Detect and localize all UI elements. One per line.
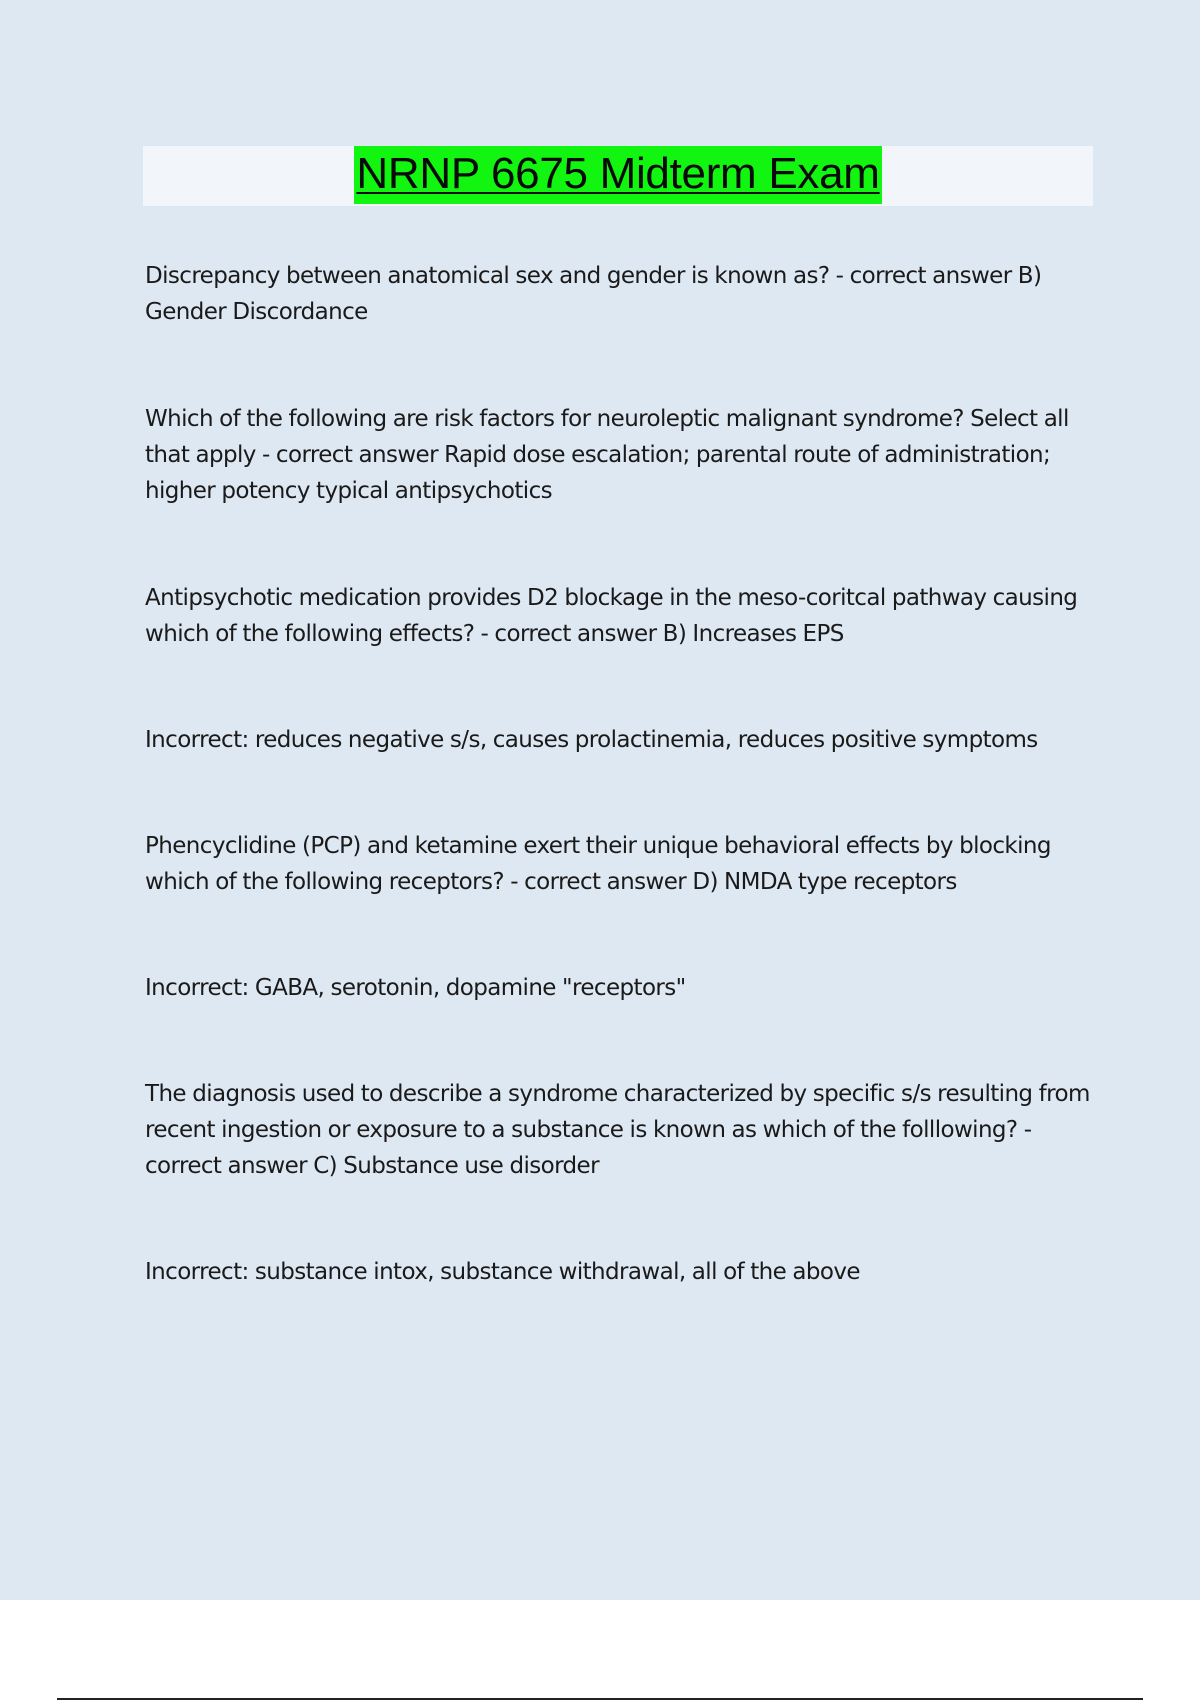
- question-paragraph: The diagnosis used to describe a syndrome characterized by specific s/s resulting from recent ingestion or exposure to a substance is known as which of the folllowing? - correct answer C) Substance use disorder: [145, 1081, 1090, 1179]
- question-paragraph: Which of the following are risk factors for neuroleptic malignant syndrome? Select all that apply - correct answer Rapid dose escalation; parental route of administration; higher potency typical antipsychotics: [145, 406, 1069, 504]
- question-paragraph: Discrepancy between anatomical sex and gender is known as? - correct answer B) Gender Discordance: [145, 263, 1042, 325]
- incorrect-answers-paragraph: Incorrect: reduces negative s/s, causes prolactinemia, reduces positive symptoms: [145, 727, 1038, 753]
- title-banner: [143, 146, 1093, 206]
- question-paragraph: Phencyclidine (PCP) and ketamine exert their unique behavioral effects by blocking which of the following receptors? - correct answer D) NMDA type receptors: [145, 833, 1051, 895]
- incorrect-answers-paragraph: Incorrect: substance intox, substance withdrawal, all of the above: [145, 1259, 860, 1285]
- document-body: [145, 258, 1095, 1290]
- question-paragraph: Antipsychotic medication provides D2 blockage in the meso-coritcal pathway causing which of the following effects? - correct answer B) Increases EPS: [145, 585, 1078, 647]
- incorrect-answers-paragraph: Incorrect: GABA, serotonin, dopamine "receptors": [145, 975, 686, 1001]
- document-title: NRNP 6675 Midterm Exam: [354, 146, 881, 204]
